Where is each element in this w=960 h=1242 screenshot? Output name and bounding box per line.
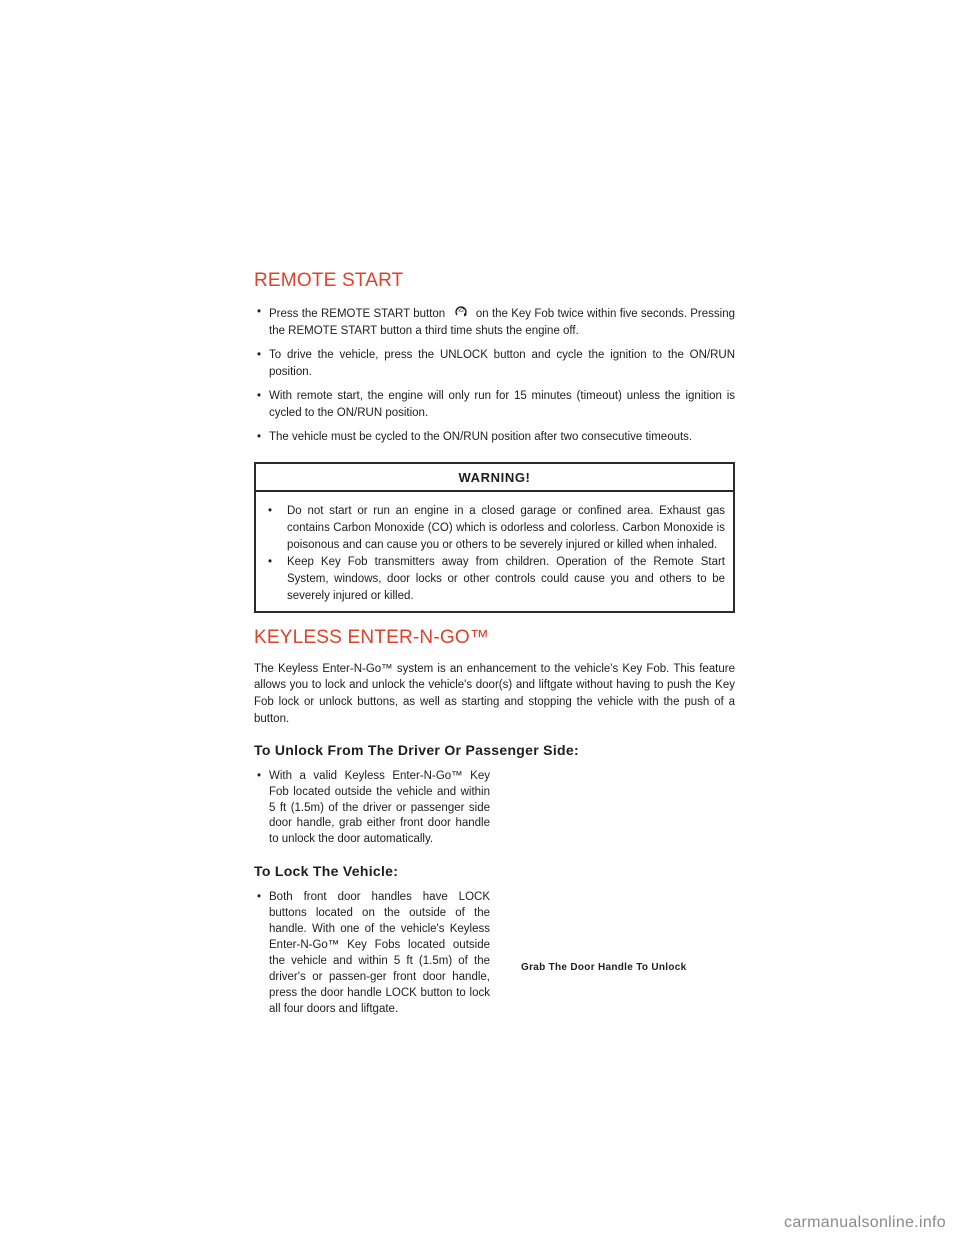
list-item: • Press the REMOTE START button x2 on the Key Fob twice within five seconds. Pressing the REMOTE START button a third time shuts the engine off. [257, 306, 735, 337]
keyless-intro: The Keyless Enter-N-Go™ system is an enhancement to the vehicle's Key Fob. This feature allows you to lock and unlock the vehicle's door(s) and liftgate without having to push the Key Fob lock or unlock buttons, as well as starting and stopping the vehicle with the push of a button. [254, 662, 735, 725]
bullet-text-after-icon: on the Key Fob twice within five seconds. Pressing the REMOTE START button a third time shuts the engine off. [269, 308, 735, 337]
remote-start-icon [451, 304, 471, 318]
image-caption: Grab The Door Handle To Unlock [521, 962, 687, 973]
warning-box [254, 462, 735, 613]
two-column-section [254, 769, 735, 1018]
list-item: • With remote start, the engine will only run for 15 minutes (timeout) unless the ignition is cycled to the ON/RUN position. [257, 390, 735, 419]
list-item: • With a valid Keyless Enter-N-Go™ Key Fob located outside the vehicle and within 5 ft (1.5m) of the driver or passenger side door handle, grab either front door handle to unlock the door automatically. [257, 769, 490, 846]
lock-list [254, 890, 490, 1017]
keyless-heading: KEYLESS ENTER-N-GO™ [254, 626, 490, 648]
list-item: • To drive the vehicle, press the UNLOCK button and cycle the ignition to the ON/RUN position. [257, 349, 735, 378]
remote-start-list [254, 304, 735, 446]
svg-text:x2: x2 [457, 308, 464, 314]
unlock-heading: To Unlock From The Driver Or Passenger Side: [254, 741, 579, 758]
warning-item: • Do not start or run an engine in a closed garage or confined area. Exhaust gas contains Carbon Monoxide (CO) which is odorless and colorless. Carbon Monoxide is poisonous and can cause you or others to be severely injured or killed when inhaled. [268, 504, 725, 551]
bullet-text: With a valid Keyless Enter-N-Go™ Key Fob located outside the vehicle and within 5 ft (1.5m) of the driver or passenger side door handle, grab either front door handle to unlock the door automatically. [269, 769, 490, 846]
warning-body [256, 492, 733, 611]
bullet-text: The vehicle must be cycled to the ON/RUN position after two consecutive timeouts. [269, 431, 693, 443]
page-content [254, 270, 735, 1031]
list-item: • Both front door handles have LOCK buttons located on the outside of the handle. With one of the vehicle's Keyless Enter-N-Go™ Key Fobs located outside the vehicle and within 5 ft (1.5m) of the driver's or passen-ger front door handle, press the door handle LOCK button to lock all four doors and liftgate. [257, 891, 490, 1015]
warning-item: • Keep Key Fob transmitters away from children. Operation of the Remote Start System, windows, door locks or other controls could cause you and others to be severely injured or killed. [268, 555, 725, 602]
warning-text: Keep Key Fob transmitters away from children. Operation of the Remote Start System, windows, door locks or other controls could cause you and others to be severely injured or killed. [287, 555, 725, 602]
list-item: • The vehicle must be cycled to the ON/RUN position after two consecutive timeouts. [257, 431, 693, 443]
left-column [254, 769, 490, 1018]
warning-text: Do not start or run an engine in a closed garage or confined area. Exhaust gas contains Carbon Monoxide (CO) which is odorless and colorless. Carbon Monoxide is poisonous and can cause you or others to be severely injured or killed when inhaled. [287, 504, 725, 551]
unlock-list [254, 769, 490, 849]
bullet-text: Both front door handles have LOCK buttons located on the outside of the handle. With one of the vehicle's Keyless Enter-N-Go™ Key Fobs located outside the vehicle and within 5 ft (1.5m) of the driver's or passen-ger front door handle, press the door handle LOCK button to lock all four doors and liftgate. [269, 891, 490, 1015]
watermark: carmanualsonline.info [784, 1214, 946, 1231]
bullet-text: With remote start, the engine will only run for 15 minutes (timeout) unless the ignition is cycled to the ON/RUN position. [269, 390, 735, 419]
lock-heading: To Lock The Vehicle: [254, 863, 399, 880]
bullet-text-before-icon: Press the REMOTE START button [269, 308, 446, 320]
remote-start-heading: REMOTE START [254, 270, 404, 291]
bullet-text: To drive the vehicle, press the UNLOCK button and cycle the ignition to the ON/RUN position. [269, 349, 735, 378]
warning-title: WARNING! [256, 464, 733, 492]
